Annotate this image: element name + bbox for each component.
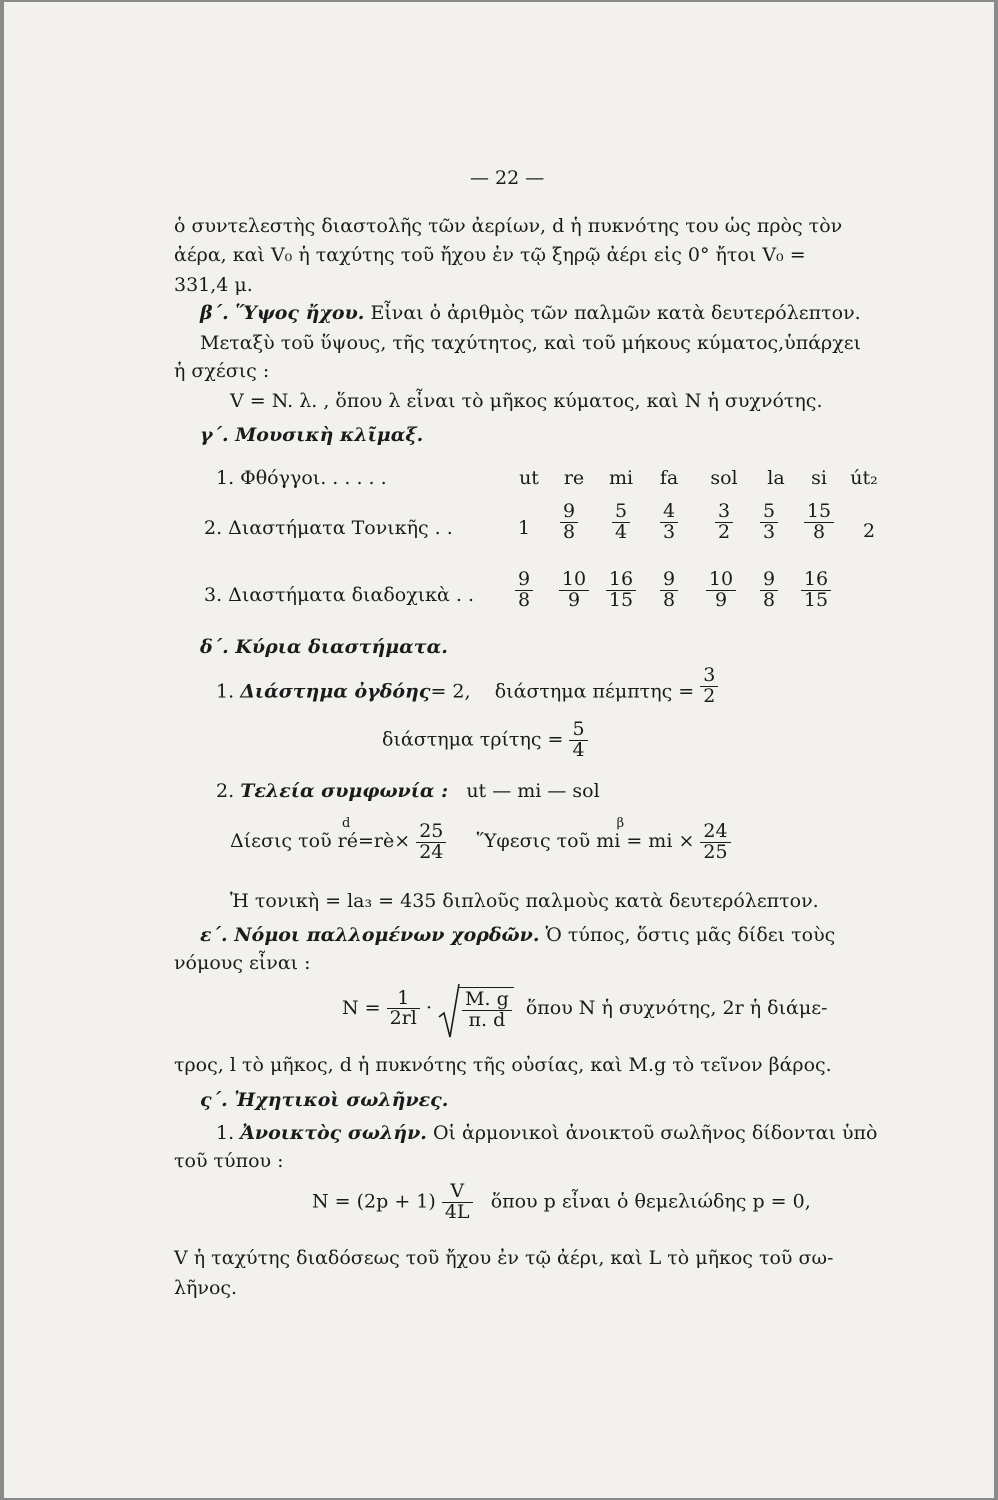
page-number: — 22 — (470, 167, 545, 189)
section-heading: ς΄. Ἠχητικοὶ σωλῆνες. (200, 1089, 449, 1111)
section-beta (200, 302, 861, 324)
note: re (563, 467, 585, 489)
fraction: $\frac{15}{8}$ (799, 502, 839, 543)
fraction: $\frac{5}{4}$ (601, 502, 641, 543)
formula-line: Δίεσις τοῦ ré=rè× d $\frac{25}{24}$ Ὕφεσις τοῦ mi = mi × β $\frac{24}{25}$ (230, 822, 731, 863)
fraction: $\frac{5}{3}$ (749, 502, 789, 543)
formula-line: διάστημα τρίτης = $\frac{5}{4}$ (382, 720, 588, 761)
note: fa (659, 467, 679, 489)
formula-line: N = (2p + 1) $\frac{V}{4L}$ ὅπου p εἶναι ὁ θεμελιώδης p = 0, (312, 1180, 811, 1223)
table-row-label: 3. Διαστήματα διαδοχικὰ . . (204, 584, 475, 606)
fraction: $\frac{9}{8}$ (649, 570, 689, 611)
fraction: $\frac{3}{2}$ (704, 502, 744, 543)
interval-value: 2 (862, 520, 876, 542)
section-heading: β΄. Ὕψος ἤχου. (200, 302, 365, 324)
fraction: $\frac{9}{8}$ (749, 570, 789, 611)
square-root: $\frac{M. g}{\pi. d}$ (438, 987, 514, 1031)
note: mi (608, 467, 634, 489)
note: út₂ (850, 467, 878, 489)
text-line: ὁ συντελεστὴς διαστολῆς τῶν ἀερίων, d ἡ πυκνότης του ὡς πρὸς τὸν (174, 215, 843, 237)
text-line: ἡ σχέσις : (174, 360, 270, 382)
section-heading: δ΄. Κύρια διαστήματα. (200, 636, 448, 658)
text: Ὁ τύπος, ὅστις μᾶς δίδει τοὺς (545, 924, 836, 946)
note: la (767, 467, 785, 489)
fraction: $\frac{10}{9}$ (554, 570, 594, 611)
book-page (4, 2, 994, 1498)
text-line: Ἡ τονικὴ = la₃ = 435 διπλοῦς παλμοὺς κατὰ δευτερόλεπτον. (230, 890, 819, 912)
fraction: $\frac{16}{15}$ (601, 570, 641, 611)
text-line: Μεταξὺ τοῦ ὕψους, τῆς ταχύτητος, καὶ τοῦ μήκους κύματος,ὑπάρχει (200, 332, 862, 354)
table-row-label: 2. Διαστήματα Τονικῆς . . (204, 517, 453, 539)
formula-line: N = $\frac{1}{2rl}$ · $\frac{M. g}{\pi. d}$ ὅπου N ἡ συχνότης, 2r ἡ διάμε- (342, 987, 827, 1031)
fraction: $\frac{9}{8}$ (549, 502, 589, 543)
text-line: 331,4 μ. (174, 274, 253, 296)
note: sol (710, 467, 738, 489)
formula-line: 1. Διάστημα ὀγδόης= 2, διάστημα πέμπτης = $\frac{3}{2}$ (216, 678, 718, 707)
interval-value: 1 (517, 517, 531, 539)
text-line: 1. Ἀνοικτὸς σωλήν. Οἱ ἁρμονικοὶ ἀνοικτοῦ σωλῆνος δίδονται ὑπὸ (216, 1122, 878, 1144)
note: ut (519, 467, 539, 489)
text-line: ἀέρα, καὶ V₀ ἡ ταχύτης τοῦ ἤχου ἐν τῷ ξηρῷ ἀέρι εἰς 0° ἤτοι V₀ = (174, 244, 806, 266)
section-heading: ε΄. Νόμοι παλλομένων χορδῶν. (200, 924, 540, 946)
section-heading: γ΄. Μουσικὴ κλῖμαξ. (200, 424, 424, 446)
formula-line: V = N. λ. , ὅπου λ εἶναι τὸ μῆκος κύματος, καὶ N ἡ συχνότης. (230, 390, 823, 412)
text: Εἶναι ὁ ἀριθμὸς τῶν παλμῶν κατὰ δευτερόλεπτον. (370, 302, 861, 324)
fraction: $\frac{16}{15}$ (796, 570, 836, 611)
text-line: λῆνος. (174, 1277, 238, 1299)
formula-line: 2. Τελεία συμφωνία : ut — mi — sol (216, 780, 600, 802)
table-row-label: 1. Φθόγγοι. . . . . . (216, 467, 387, 489)
text-line: τρος, l τὸ μῆκος, d ἡ πυκνότης τῆς οὐσίας, καὶ M.g τὸ τεῖνον βάρος. (174, 1054, 832, 1076)
section-epsilon (200, 924, 835, 946)
text-line: V ἡ ταχύτης διαδόσεως τοῦ ἤχου ἐν τῷ ἀέρι, καὶ L τὸ μῆκος τοῦ σω- (174, 1247, 834, 1269)
text-line: τοῦ τύπου : (174, 1150, 284, 1172)
note: si (811, 467, 827, 489)
fraction: $\frac{4}{3}$ (649, 502, 689, 543)
text-line: νόμους εἶναι : (174, 952, 311, 974)
fraction: $\frac{10}{9}$ (701, 570, 741, 611)
fraction: $\frac{9}{8}$ (504, 570, 544, 611)
